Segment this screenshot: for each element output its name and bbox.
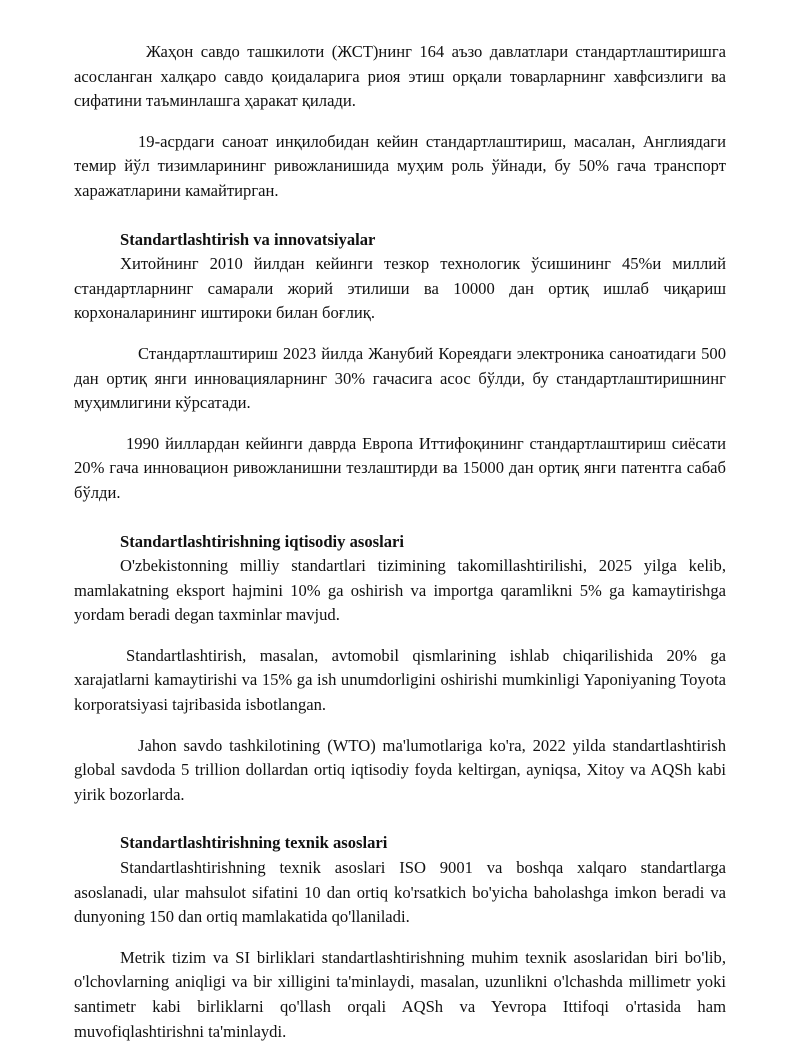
- heading-technical: Standartlashtirishning texnik asoslari: [120, 833, 388, 853]
- paragraph-iso-9001: Standartlashtirishning texnik asoslari ISO 9001 va boshqa xalqaro standartlarga asoslanadi, ular mahsulot sifatini 10 dan ortiq ko'rsatkich bo'yicha baholashga imkon beradi va dunyoning 150 dan ortiq mamlakatida qo'llaniladi.: [74, 858, 726, 927]
- paragraph-uzbekistan: O'zbekistonning milliy standartlari tizimining takomillashtirilishi, 2025 yilga kelib, mamlakatning eksport hajmini 10% ga oshirish va importga qaramlikni 5% ga kamaytirishga yordam beradi degan taxminlar mavjud.: [74, 556, 726, 625]
- paragraph-toyota: Standartlashtirish, masalan, avtomobil qismlarining ishlab chiqarilishida 20% ga xarajatlarni kamaytirishi va 15% ga ish unumdorligini oshirishi mumkinligi Yaponiyaning Toyota korporatsiyasi tajribasida isbotlangan.: [74, 645, 726, 715]
- document-page: [74, 40, 726, 1060]
- paragraph-european-union: 1990 йиллардан кейинги даврда Европа Иттифоқининг стандартлаштириш сиёсати 20% гача инновацион ривожланишни тезлаштирди ва 15000 дан ортиқ янги патентга сабаб бўлди.: [74, 433, 726, 502]
- paragraph-industrial-revolution: 19-асрдаги саноат инқилобидан кейин стандартлаштириш, масалан, Англиядаги темир йўл тизимларининг ривожланишида муҳим роль ўйнади, бу 50% гача транспорт харажатларини камайтирган.: [74, 131, 726, 200]
- paragraph-south-korea: Стандартлаштириш 2023 йилда Жанубий Кореядаги электроника саноатидаги 500 дан ортиқ янги инновацияларнинг 30% гачасига асос бўлди, бу стандартлаштиришнинг муҳимлигини кўрсатади.: [74, 343, 726, 413]
- paragraph-metric-system: Metrik tizim va SI birliklari standartlashtirishning muhim texnik asoslaridan biri bo'lib, o'lchovlarning aniqligi va bir xilligini ta'minlaydi, masalan, uzunlikni o'lchashda millimetr yoki santimetr kabi birliklarni qo'llash orqali AQSh va Yevropa Ittifoqi o'rtasida ham muvofiqlashtirishni ta'minlaydi.: [74, 947, 726, 1041]
- heading-innovation: Standartlashtirish va innovatsiyalar: [120, 229, 376, 249]
- heading-economic: Standartlashtirishning iqtisodiy asoslari: [120, 531, 405, 551]
- paragraph-china-growth: Хитойнинг 2010 йилдан кейинги тезкор технологик ўсишининг 45%и миллий стандартларнинг самарали жорий этилиши ва 10000 дан ортиқ ишлаб чиқариш корхоналарининг иштироки билан боғлиқ.: [74, 254, 726, 323]
- paragraph-wto-members: Жаҳон савдо ташкилоти (ЖСТ)нинг 164 аъзо давлатлари стандартлаштиришга асосланган халқаро савдо қоидаларига риоя этиш орқали товарларнинг хавфсизлиги ва сифатини таъминлашга ҳаракат қилади.: [74, 42, 726, 111]
- paragraph-wto-data: Jahon savdo tashkilotining (WTO) ma'lumotlariga ko'ra, 2022 yilda standartlashtirish global savdoda 5 trillion dollardan ortiq iqtisodiy foyda keltirgan, ayniqsa, Xitoy va AQSh kabi yirik bozorlarda.: [74, 735, 726, 804]
